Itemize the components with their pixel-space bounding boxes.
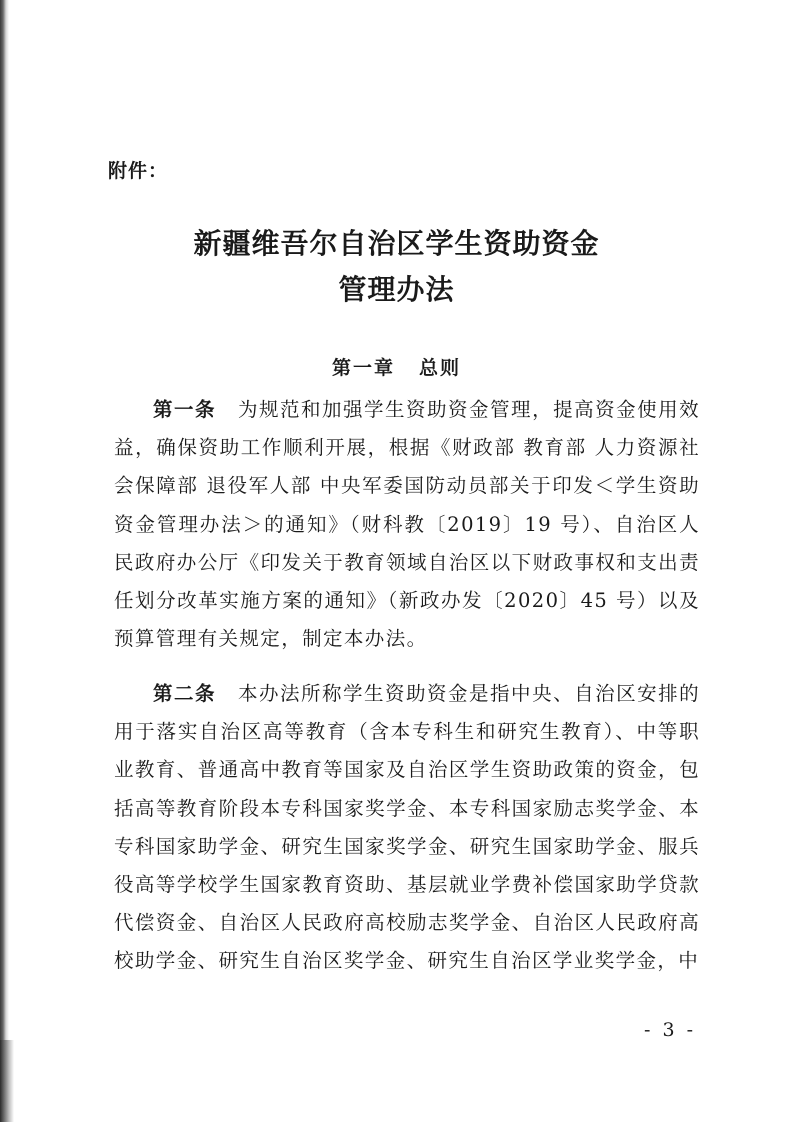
chapter-number: 第一章 bbox=[331, 357, 395, 379]
article-1 bbox=[114, 391, 700, 658]
article-2-text: 本办法所称学生资助资金是指中央、自治区安排的用于落实自治区高等教育（含本专科生和研究生教育）、中等职业教育、普通高中教育等国家及自治区学生资助政策的资金，包括高等教育阶段本专科国家奖学金、本专科国家励志奖学金、本专科国家助学金、研究生国家奖学金、研究生国家助学金、服兵役高等学校学生国家教育资助、基层就业学费补偿国家助学贷款代偿资金、自治区人民政府高校励志奖学金、自治区人民政府高校助学金、研究生自治区奖学金、研究生自治区学业奖学金，中 bbox=[114, 682, 700, 973]
attachment-label: 附件： bbox=[108, 160, 169, 182]
chapter-heading bbox=[0, 353, 793, 380]
scan-edge-shadow bbox=[0, 0, 9, 1122]
scan-edge-shadow-bottom bbox=[0, 1040, 14, 1122]
article-1-text: 为规范和加强学生资助资金管理，提高资金使用效益，确保资助工作顺利开展，根据《财政部 教育部 人力资源社会保障部 退役军人部 中央军委国防动员部关于印发＜学生资助资金管理办法＞的通知》（财科教〔2019〕19 号）、自治区人民政府办公厅《印发关于教育领域自治区以下财政事权和支出责任划分改革实施方案的通知》（新政办发〔2020〕45 号）以及预算管理有关规定，制定本办法。 bbox=[114, 398, 700, 651]
article-2 bbox=[114, 675, 700, 981]
chapter-name: 总则 bbox=[419, 357, 462, 379]
document-title-line-1: 新疆维吾尔自治区学生资助资金 bbox=[193, 227, 600, 260]
article-2-label: 第二条 bbox=[153, 682, 217, 705]
document-title-line-2: 管理办法 bbox=[338, 273, 455, 306]
article-1-label: 第一条 bbox=[153, 398, 217, 421]
page-number: - 3 - bbox=[644, 1019, 697, 1041]
